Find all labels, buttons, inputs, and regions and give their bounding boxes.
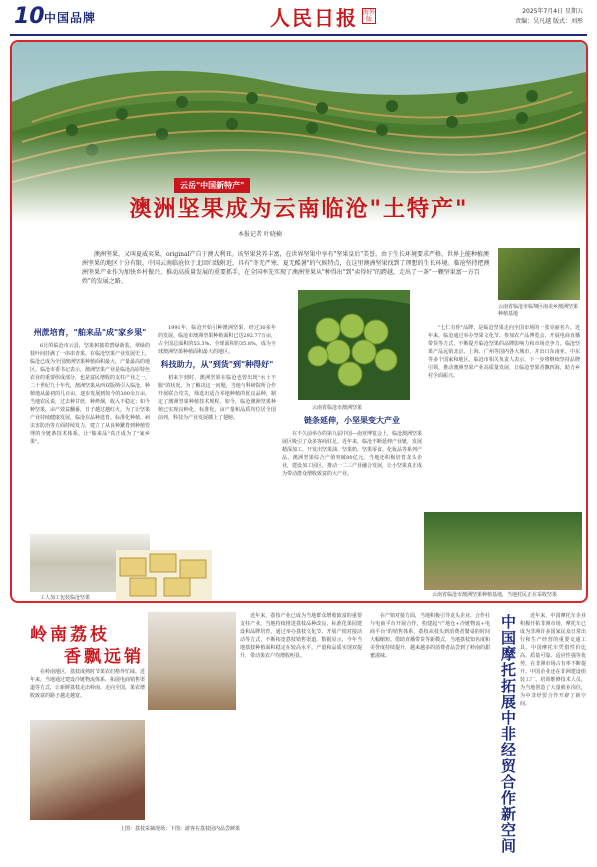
- litchi-column-2: [240, 612, 362, 660]
- column-2-text-2: 初来乍到时，澳洲坚果在临沧也曾出现"水土不服"的状况。为了解决这一问题，当地与科研院所合作开展联合攻关，筛选出适合本地种植的优良品种，制定了澳洲坚果种植技术规程。如今，临沧澳洲坚果种植已实现良种化、标准化，亩产量和品质均位居全国前列，科技为产业发展插上了翅膀。: [158, 375, 276, 421]
- logo-seal: 海外版: [363, 9, 376, 23]
- litchi-headline-line-2: 香飘远销: [64, 647, 144, 667]
- column-2-text: 1991年，临沧开始引种澳洲坚果，经过30多年的发展，临沧市澳洲坚果种植面积已达292.77万亩，占全国总面积的53.3%、全球面积的35.8%，成为全球澳洲坚果种植面积最大的地区。: [158, 325, 276, 355]
- article-column-3: [282, 412, 422, 478]
- litchi-column-2-text: 近年来，荔枝产业已成为当地群众增收致富的重要支柱产业。当地持续推进荔枝品种改良、标准化果园建设和品牌培育，通过举办荔枝文化节、开展产销对接活动等方式，不断拓宽荔枝销售渠道。数据显示，今年当地荔枝种植面积稳定在较高水平，产量和品质实现双提升，带动果农户均增收明显。: [240, 613, 362, 659]
- motorcycle-column-text: 近年来，中国摩托车企业积极开拓非洲市场，摩托车已成为非洲许多国家民众日常出行和生产经营的重要交通工具。中国摩托车凭借性价比高、质量可靠、适应性强等优势，在非洲市场占有率不断提升。中国企业还在非洲建设组装工厂、培训维修技术人员，为当地创造了大量就业岗位，为中非经贸合作开辟了新空间。: [520, 613, 586, 707]
- masthead-rule: [10, 34, 587, 36]
- subhead-2: 科技助力，从"到货"到"种得好": [160, 360, 274, 369]
- motorcycle-headline-vertical: 中国摩托拓展中非经贸合作新空间: [499, 614, 517, 854]
- workers-photo-caption: 工人加工包装临沧坚果: [40, 595, 91, 601]
- masthead: [0, 0, 597, 40]
- subhead-3: 链条延伸，小坚果变大产业: [304, 416, 400, 425]
- litchi-tasting-photo: [30, 720, 145, 820]
- nuts-photo-caption: 云南省临沧市澳洲坚果: [312, 405, 363, 411]
- article-column-4: [428, 324, 580, 380]
- litchi-headline-line-1: 岭南荔枝: [30, 625, 110, 645]
- column-3-text: 在不久前举办的第九届中国—南亚博览会上，临沧澳洲坚果展区吸引了众多客商驻足。近年来，临沧不断延伸产业链，发展精深加工，开发出坚果油、坚果奶、坚果零食、化妆品等系列产品，澳洲坚果综合产值突破80亿元。当地还积极培育龙头企业，建设加工园区，推动一二三产业融合发展，让小坚果真正成为带动群众增收致富的大产业。: [282, 431, 423, 477]
- litchi-column-3: [370, 612, 490, 660]
- litchi-photo-caption: 上图：荔枝采摘现场；下图：游客在荔枝园内品尝鲜果: [120, 826, 241, 832]
- orchard-photo-caption: 云南省临沧市临翔区南美乡澳洲坚果种植基地: [498, 304, 579, 317]
- orchard-photo: [498, 248, 580, 300]
- editors-credit: 责编：吴凡越 版式：刘彤: [515, 18, 583, 25]
- macadamia-nuts-photo: [298, 290, 410, 400]
- litchi-column-1-text: 在岭南地区，荔枝成熟时节果农们格外忙碌。近年来，当地通过建设冷链物流体系、拓展电商销售渠道等方式，让新鲜荔枝走出岭南、走向全国，果农增收致富的路子越走越宽。: [30, 669, 146, 699]
- issue-date: 2025年7月4日 星期五: [522, 8, 583, 15]
- story-kicker: 云岳"中国新特产": [174, 178, 250, 193]
- farmers-photo-caption: 云南省临沧市澳洲坚果种植基地，当地村民正在采收坚果: [432, 592, 558, 598]
- article-column-1: [30, 324, 150, 446]
- litchi-column-1: [30, 668, 145, 700]
- story-lead: 澳洲坚果，又叫夏威夷果，original产自于澳大利亚。该坚果营养丰富，在世界坚果中享有"坚果皇后"美誉。由于生长环境要求严格，世界上能种植澳洲坚果的地区十分有限。中国云南临沧位于北回归线附近，具有"冬无严寒、夏无酷暑"的气候特点，在这里澳洲坚果找到了理想的生长环境。临沧坚持把澳洲坚果产业作为加快乡村振兴、推动高质量发展的重要抓手，在全国率先实现了澳洲坚果从"种得出"到"卖得好"的跨越，走出了一条"一颗坚果富一方百姓"的发展之路。: [82, 251, 490, 285]
- column-1-text: 6月的临沧市云县，坚果树披着碧绿新装，翠绿的枝叶间挂满了一串串青果。在临沧坚果产业发展史上，临沧已成为全国澳洲坚果种植面积最大、产量最高的地区。临沧市委书记表示，澳洲坚果产业是临沧高原特色农业的重要组成部分，也是富民增收的支柱产业之一。二十世纪九十年代，澳洲坚果从西双版纳引入临沧，种植地从最初的几百亩，逐步发展到如今的300余万亩。当地农民说，过去种甘蔗、种烤烟，收入不稳定；如今种坚果，亩产效益翻番，日子越过越红火。为了让坚果产业持续健康发展，临沧在品种选育、标准化种植、病虫害防治等方面持续发力，建立了从良种繁育到种植管理的全链条技术体系，让"舶来品"真正成为了"家乡果"。: [30, 343, 151, 445]
- litchi-column-3-text: 在产销对接方面，当地积极引导龙头企业、合作社与电商平台开展合作，构建起"产地仓+冷链物流+电商平台"的销售体系，荔枝从枝头到消费者餐桌的时间大幅缩短。借助直播带货等新模式，当地荔枝知名度和美誉度持续提升，越来越多的消费者品尝到了岭南的甜蜜滋味。: [370, 613, 491, 659]
- article-column-2: [158, 324, 276, 422]
- page-number: 10: [14, 4, 45, 29]
- farmers-harvest-photo: [424, 512, 582, 590]
- column-4-text: "七仁有你"品牌，是临沧坚果走向全国市场的一张亮丽名片。近年来，临沧通过举办坚果文化节、参加农产品博览会、开展电商直播带货等方式，不断提升临沧坚果的品牌影响力和市场竞争力。临沧坚果产品远销北京、上海、广州等国内各大城市，并出口东南亚、中东等多个国家和地区。临沧市相关负责人表示，下一步将继续坚持品牌引领，推动澳洲坚果产业高质量发展，让临沧坚果香飘四海，助力乡村全面振兴。: [428, 325, 580, 379]
- packaged-boxes-photo: [116, 550, 212, 600]
- litchi-boxes-photo: [148, 612, 236, 710]
- feature-story-box: [10, 40, 588, 603]
- story-byline: 本报记者 叶晓楠: [238, 231, 282, 238]
- section-title: 中国品牌: [44, 11, 97, 25]
- newspaper-logo: 人民日报: [270, 6, 358, 30]
- motorcycle-column: [520, 612, 586, 708]
- subhead-1: 州蔗培育，"舶来品"成"家乡果": [33, 328, 147, 337]
- story-headline: 澳洲坚果成为云南临沧"土特产": [129, 196, 469, 222]
